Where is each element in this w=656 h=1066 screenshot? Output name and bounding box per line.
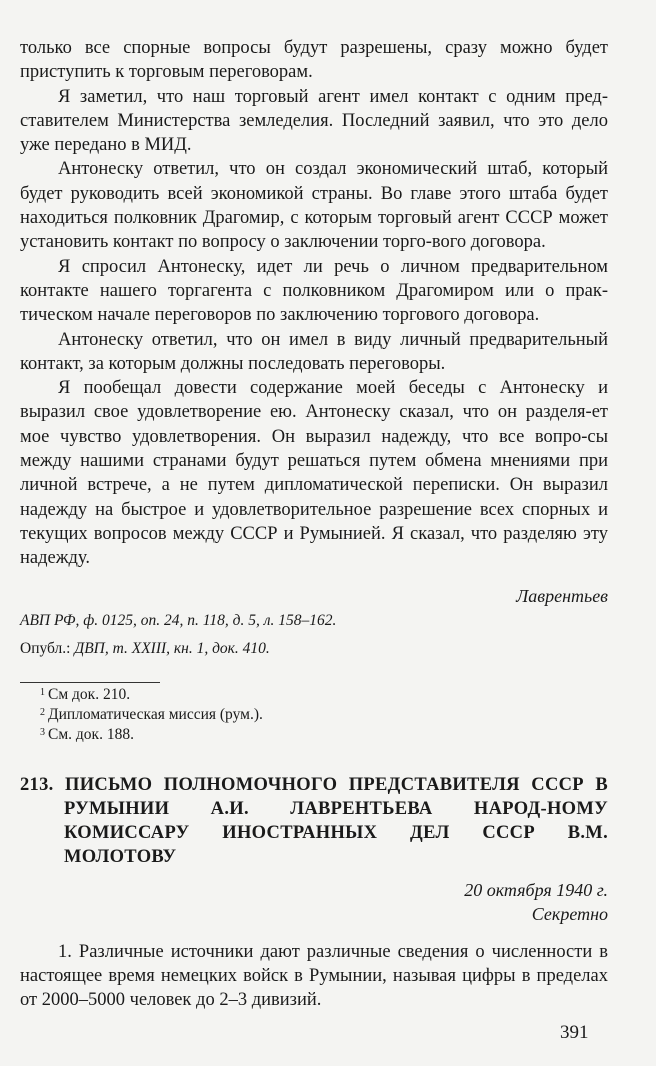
footnote-mark: 1 (40, 686, 45, 698)
signature: Лаврентьев (516, 585, 608, 606)
footnotes (20, 685, 608, 745)
footnote-text: См док. 210. (48, 685, 131, 703)
paragraph: Антонеску ответил, что он создал экономический штаб, который будет руководить всей экономикой страны. Во главе этого штаба будет находиться полковник Драгомир, с которым торговый агент СССР может установить контакт по вопросу о заключении торго-вого договора. (20, 159, 608, 253)
footnote (20, 705, 608, 725)
footnote-mark: 2 (40, 706, 45, 718)
document-heading: 213. ПИСЬМО ПОЛНОМОЧНОГО ПРЕДСТАВИТЕЛЯ СССР В РУМЫНИИ А.И. ЛАВРЕНТЬЕВА НАРОД-НОМУ КОМИССАРУ ИНОСТРАННЫХ ДЕЛ СССР В.М. МОЛОТОВУ (20, 774, 608, 867)
body-paragraph: 1. Различные источники дают различные сведения о численности в настоящее время немецких войск в Румынии, называя цифры в пределах от 2000–5000 человек до 2–3 дивизий. (20, 941, 608, 1011)
footnote-mark: 3 (40, 726, 45, 738)
footnote (20, 725, 608, 745)
paragraph: Антонеску ответил, что он имел в виду личный предварительный контакт, за которым должны последовать переговоры. (20, 329, 608, 374)
paragraph: Я заметил, что наш торговый агент имел контакт с одним пред-ставителем Министерства земледелия. Последний заявил, что это дело уже передано в МИД. (20, 86, 608, 156)
publication-reference (20, 638, 608, 660)
classification: Секретно (531, 903, 608, 924)
footnote-text: Дипломатическая миссия (рум.). (48, 705, 263, 723)
footnote-text: См. док. 188. (48, 725, 134, 743)
document-page (20, 36, 608, 1012)
published-prefix: Опубл.: (20, 639, 75, 657)
document-date: 20 октября 1940 г. (464, 879, 608, 900)
paragraph: Я спросил Антонеску, идет ли речь о личном предварительном контакте нашего торгагента с полковником Драгомиром или о прак-тическом начале переговоров по заключению торгового договора. (20, 256, 608, 326)
footnote (20, 685, 608, 705)
page-number: 391 (560, 1022, 589, 1043)
archive-source-text: АВП РФ, ф. 0125, оп. 24, п. 118, д. 5, л. 158–162. (20, 611, 337, 629)
paragraph: только все спорные вопросы будут разрешены, сразу можно будет приступить к торговым переговорам. (20, 38, 608, 83)
archive-source (20, 610, 608, 632)
paragraph: Я пообещал довести содержание моей беседы с Антонеску и выразил свое удовлетворение ею. Антонеску сказал, что он разделя-ет мое чувство удовлетворения. Он выразил надежду, что все вопро-сы между нашими странами будут решаться путем обмена мнениями при личной встрече, а не путем дипломатической переписки. Он выразил надежду на быстрое и удовлетворительное разрешение всех спорных и текущих вопросов между СССР и Румынией. Я сказал, что разделяю эту надежду. (20, 378, 608, 569)
published-ref: ДВП, т. XXIII, кн. 1, док. 410. (74, 639, 270, 657)
